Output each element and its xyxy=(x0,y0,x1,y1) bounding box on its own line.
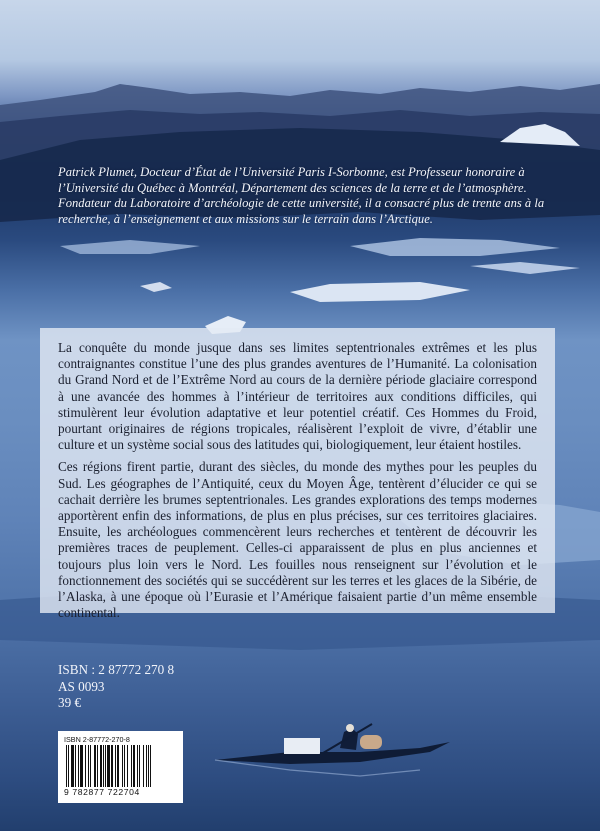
ice-floe xyxy=(350,238,560,256)
price: 39 € xyxy=(58,695,82,710)
barcode-bar xyxy=(100,745,102,787)
barcode-bar xyxy=(85,745,86,787)
summary-paragraph: Ces régions firent partie, durant des siècles, du monde des mythes pour les peuples du Sud. Les géographes de l’Antiquité, ceux du Moyen Âge, tentèrent d’élucider ce qui se cachait derrière les brumes septentrionales. Les grandes explorations des temps modernes apportèrent enfin des informations, de plus en plus précises, sur ces territoires glaciaires. Ensuite, les archéologues commencèrent leurs recherches et tentèrent de découvrir les premières traces de peuplement. Celles-ci apparaissent de plus en plus anciennes et toujours plus loin vers le Nord. Les fouilles nous renseignent sur l’évolution et le fonctionnement des sociétés qui se succédèrent sur les terres et les glaces de la Sibérie, de l’Alaska, à une époque où l’Eurasie et l’Amérique faisaient partie d’un même ensemble continental. xyxy=(58,459,537,621)
barcode-bar xyxy=(71,745,74,787)
barcode-bars xyxy=(64,745,177,787)
barcode-bar xyxy=(117,745,119,787)
publication-info xyxy=(58,662,174,712)
barcode-isbn-label: ISBN 2-87772-270-8 xyxy=(64,735,130,744)
isbn-text: ISBN : 2 87772 270 8 xyxy=(58,662,175,677)
summary-panel xyxy=(40,328,555,621)
ice-floe xyxy=(140,282,172,292)
barcode-bar xyxy=(122,745,123,787)
barcode-bar xyxy=(127,745,128,787)
barcode-bar xyxy=(88,745,89,787)
ice-floe xyxy=(60,240,200,254)
barcode-bar xyxy=(133,745,135,787)
barcode-digits: 9 782877 722704 xyxy=(64,787,140,797)
barcode-bar xyxy=(146,745,147,787)
kayaker xyxy=(215,724,450,776)
barcode-bar xyxy=(78,745,79,787)
author-bio: Patrick Plumet, Docteur d’État de l’Université Paris I-Sorbonne, est Professeur honoraire à l’Université du Québec à Montréal, Département des sciences de la terre et de l’atmosphère. Fondateur du Laboratoire d’archéologie de cette université, il a consacré plus de trente ans à la recherche, à l’enseignement et aux missions sur le terrain dans l’Arctique. xyxy=(58,165,545,226)
barcode-bar xyxy=(131,745,132,787)
ice-floe xyxy=(470,262,580,274)
barcode-bar xyxy=(66,745,67,787)
barcode-bar xyxy=(90,745,91,787)
barcode-bar xyxy=(80,745,83,787)
barcode-bar xyxy=(97,745,98,787)
barcode-bar xyxy=(143,745,144,787)
barcode-bar xyxy=(137,745,138,787)
barcode-bar xyxy=(139,745,140,787)
barcode-bar xyxy=(75,745,76,787)
barcode-bar xyxy=(115,745,116,787)
barcode-bar xyxy=(68,745,69,787)
barcode-bar xyxy=(111,745,113,787)
barcode-bar xyxy=(107,745,110,787)
barcode-bar xyxy=(103,745,104,787)
catalog-code: AS 0093 xyxy=(58,678,105,694)
barcode-bar xyxy=(148,745,149,787)
barcode-bar xyxy=(94,745,96,787)
ice-floe xyxy=(290,282,470,302)
summary-paragraph: La conquête du monde jusque dans ses limites septentrionales extrêmes et les plus contraignantes constitue l’une des plus grandes aventures de l’Humanité. La colonisation du Grand Nord et de l’Extrême Nord au cours de la dernière période glaciaire correspond à une avancée des hommes à l’intérieur de territoires aux conditions difficiles, qui stimulèrent leur évolution adaptative et leur potentiel créatif. Ces Hommes du Froid, pourtant originaires de régions tropicales, réalisèrent l’exploit de vivre, d’établir une culture et un système social sous des latitudes qui, biologiquement, leur étaient hostiles. xyxy=(58,340,537,453)
barcode-box xyxy=(58,731,183,803)
barcode-bar xyxy=(105,745,106,787)
barcode-bar xyxy=(150,745,151,787)
barcode-bar xyxy=(124,745,125,787)
